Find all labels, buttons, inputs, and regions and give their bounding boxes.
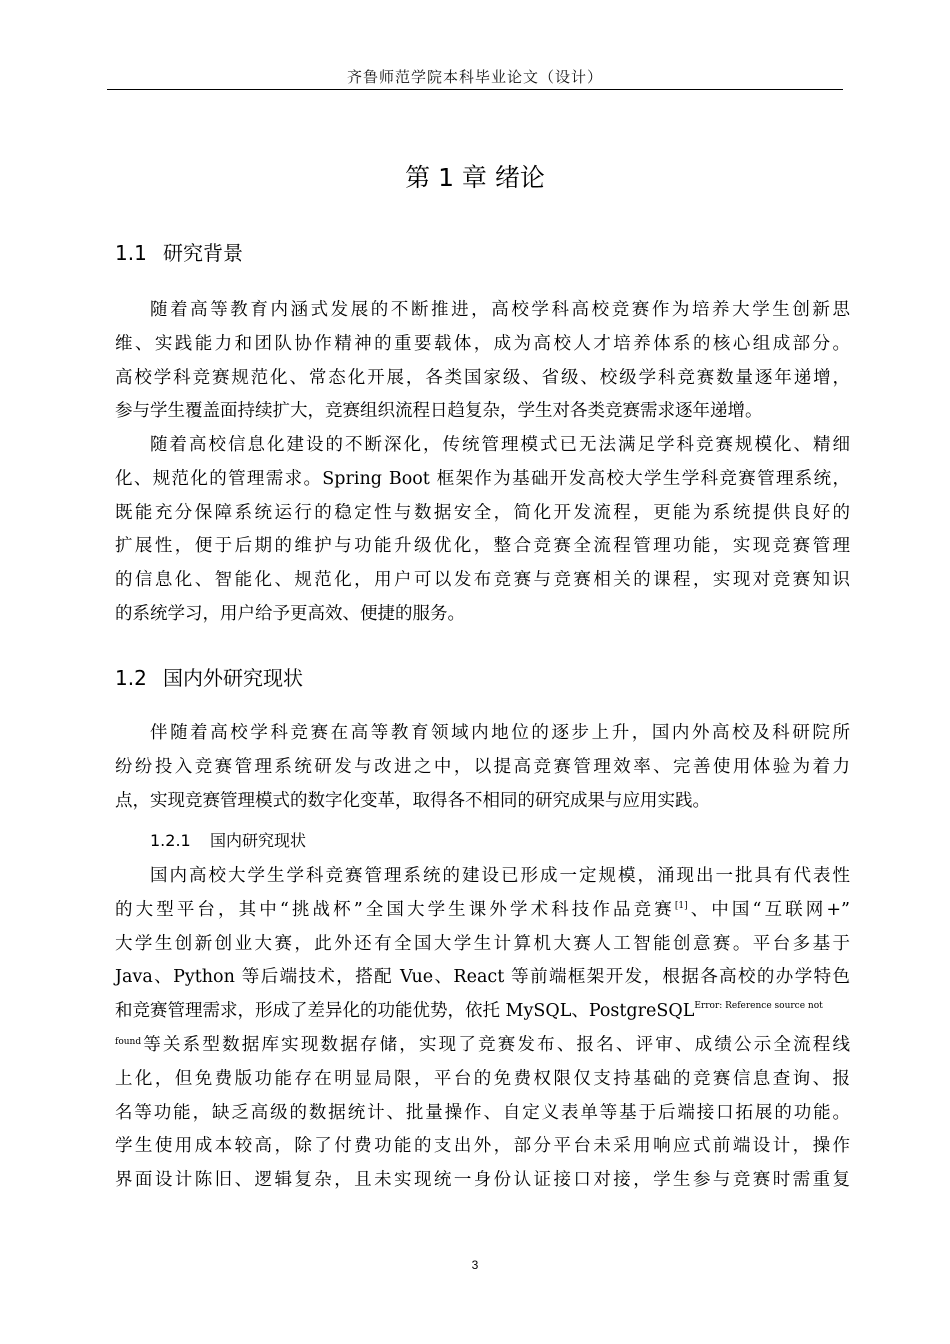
text-line: 界面设计陈旧、逻辑复杂，且未实现统一身份认证接口对接，学生参与竞赛时需重复: [115, 1170, 850, 1191]
subsection-number: 1.2.1: [150, 831, 191, 850]
paragraph-status-intro: [115, 717, 850, 818]
text-line: 高校学科竞赛规范化、常态化开展，各类国家级、省级、校级学科竞赛数量逐年递增，: [115, 367, 850, 388]
text-line: 大学生创新创业大赛，此外还有全国大学生计算机大赛人工智能创意赛。平台多基于: [115, 933, 850, 954]
text-line: 名等功能，缺乏高级的数据统计、批量操作、自定义表单等基于后端接口拓展的功能。: [115, 1102, 850, 1123]
text-line: Java、Python 等后端技术，搭配 Vue、React 等前端框架开发，根据各高校的办学特色: [115, 967, 850, 988]
citation-ref: [1]: [674, 900, 688, 911]
text-line: 维、实践能力和团队协作精神的重要载体，成为高校人才培养体系的核心组成部分。: [115, 333, 850, 354]
text-line: 扩展性，便于后期的维护与功能升级优化，整合竞赛全流程管理功能，实现竞赛管理: [115, 536, 850, 557]
text-line: [115, 1029, 850, 1063]
text-line: 纷纷投入竞赛管理系统研发与改进之中，以提高竞赛管理效率、完善使用体验为着力: [115, 756, 850, 777]
reference-error: found: [115, 1036, 142, 1047]
text-line: 上化，但免费版功能存在明显局限，平台的免费权限仅支持基础的竞赛信息查询、报: [115, 1068, 850, 1089]
text-line: 伴随着高校学科竞赛在高等教育领域内地位的逐步上升，国内外高校及科研院所: [150, 723, 850, 743]
text-line: [115, 995, 850, 1029]
section-number: 1.1: [115, 241, 147, 265]
subsection-title: 国内研究现状: [210, 831, 307, 850]
section-heading-1-1: [115, 237, 243, 266]
paragraph-background-2: [115, 429, 850, 632]
text-line: 既能充分保障系统运行的稳定性与数据安全，简化开发流程，更能为系统提供良好的: [115, 502, 850, 523]
text-segment: 、中国“互联网+”: [687, 899, 850, 920]
section-title: 研究背景: [163, 241, 243, 265]
subsection-heading-1-2-1: [150, 828, 306, 851]
text-line: 随着高等教育内涵式发展的不断推进，高校学科高校竞赛作为培养大学生创新思: [150, 300, 850, 320]
text-line: 学生使用成本较高，除了付费功能的支出外，部分平台未采用响应式前端设计，操作: [115, 1136, 850, 1157]
text-segment: 的大型平台，其中“挑战杯”全国大学生课外学术科技作品竞赛: [115, 899, 675, 920]
paragraph-background-1: [115, 294, 850, 429]
section-title: 国内外研究现状: [163, 666, 303, 690]
running-header: 齐鲁师范学院本科毕业论文（设计）: [346, 68, 603, 86]
text-line: 参与学生覆盖面持续扩大，竞赛组织流程日趋复杂，学生对各类竞赛需求逐年递增。: [115, 401, 763, 422]
page-number: 3: [471, 1258, 479, 1272]
text-line: [115, 894, 850, 928]
section-heading-1-2: [115, 662, 303, 691]
text-segment: 等关系型数据库实现数据存储，实现了竞赛发布、报名、评审、成绩公示全流程线: [141, 1034, 850, 1055]
paragraph-domestic-status: [115, 860, 850, 1198]
text-line: 国内高校大学生学科竞赛管理系统的建设已形成一定规模，涌现出一批具有代表性: [150, 866, 850, 886]
text-segment: 和竞赛管理需求，形成了差异化的功能优势，依托 MySQL、PostgreSQL: [115, 1001, 695, 1022]
chapter-title: 第 1 章 绪论: [405, 163, 545, 192]
section-number: 1.2: [115, 666, 147, 690]
text-line: 随着高校信息化建设的不断深化，传统管理模式已无法满足学科竞赛规模化、精细: [150, 435, 850, 455]
header-rule: [107, 89, 843, 90]
text-line: 的信息化、智能化、规范化，用户可以发布竞赛与竞赛相关的课程，实现对竞赛知识: [115, 570, 850, 591]
text-line: 的系统学习，用户给予更高效、便捷的服务。: [115, 603, 465, 624]
reference-error: Error: Reference source not: [694, 1001, 823, 1012]
text-line: 化、规范化的管理需求。Spring Boot 框架作为基础开发高校大学生学科竞赛管理系统，: [115, 468, 850, 489]
text-line: 点，实现竞赛管理模式的数字化变革，取得各不相同的研究成果与应用实践。: [115, 790, 710, 811]
